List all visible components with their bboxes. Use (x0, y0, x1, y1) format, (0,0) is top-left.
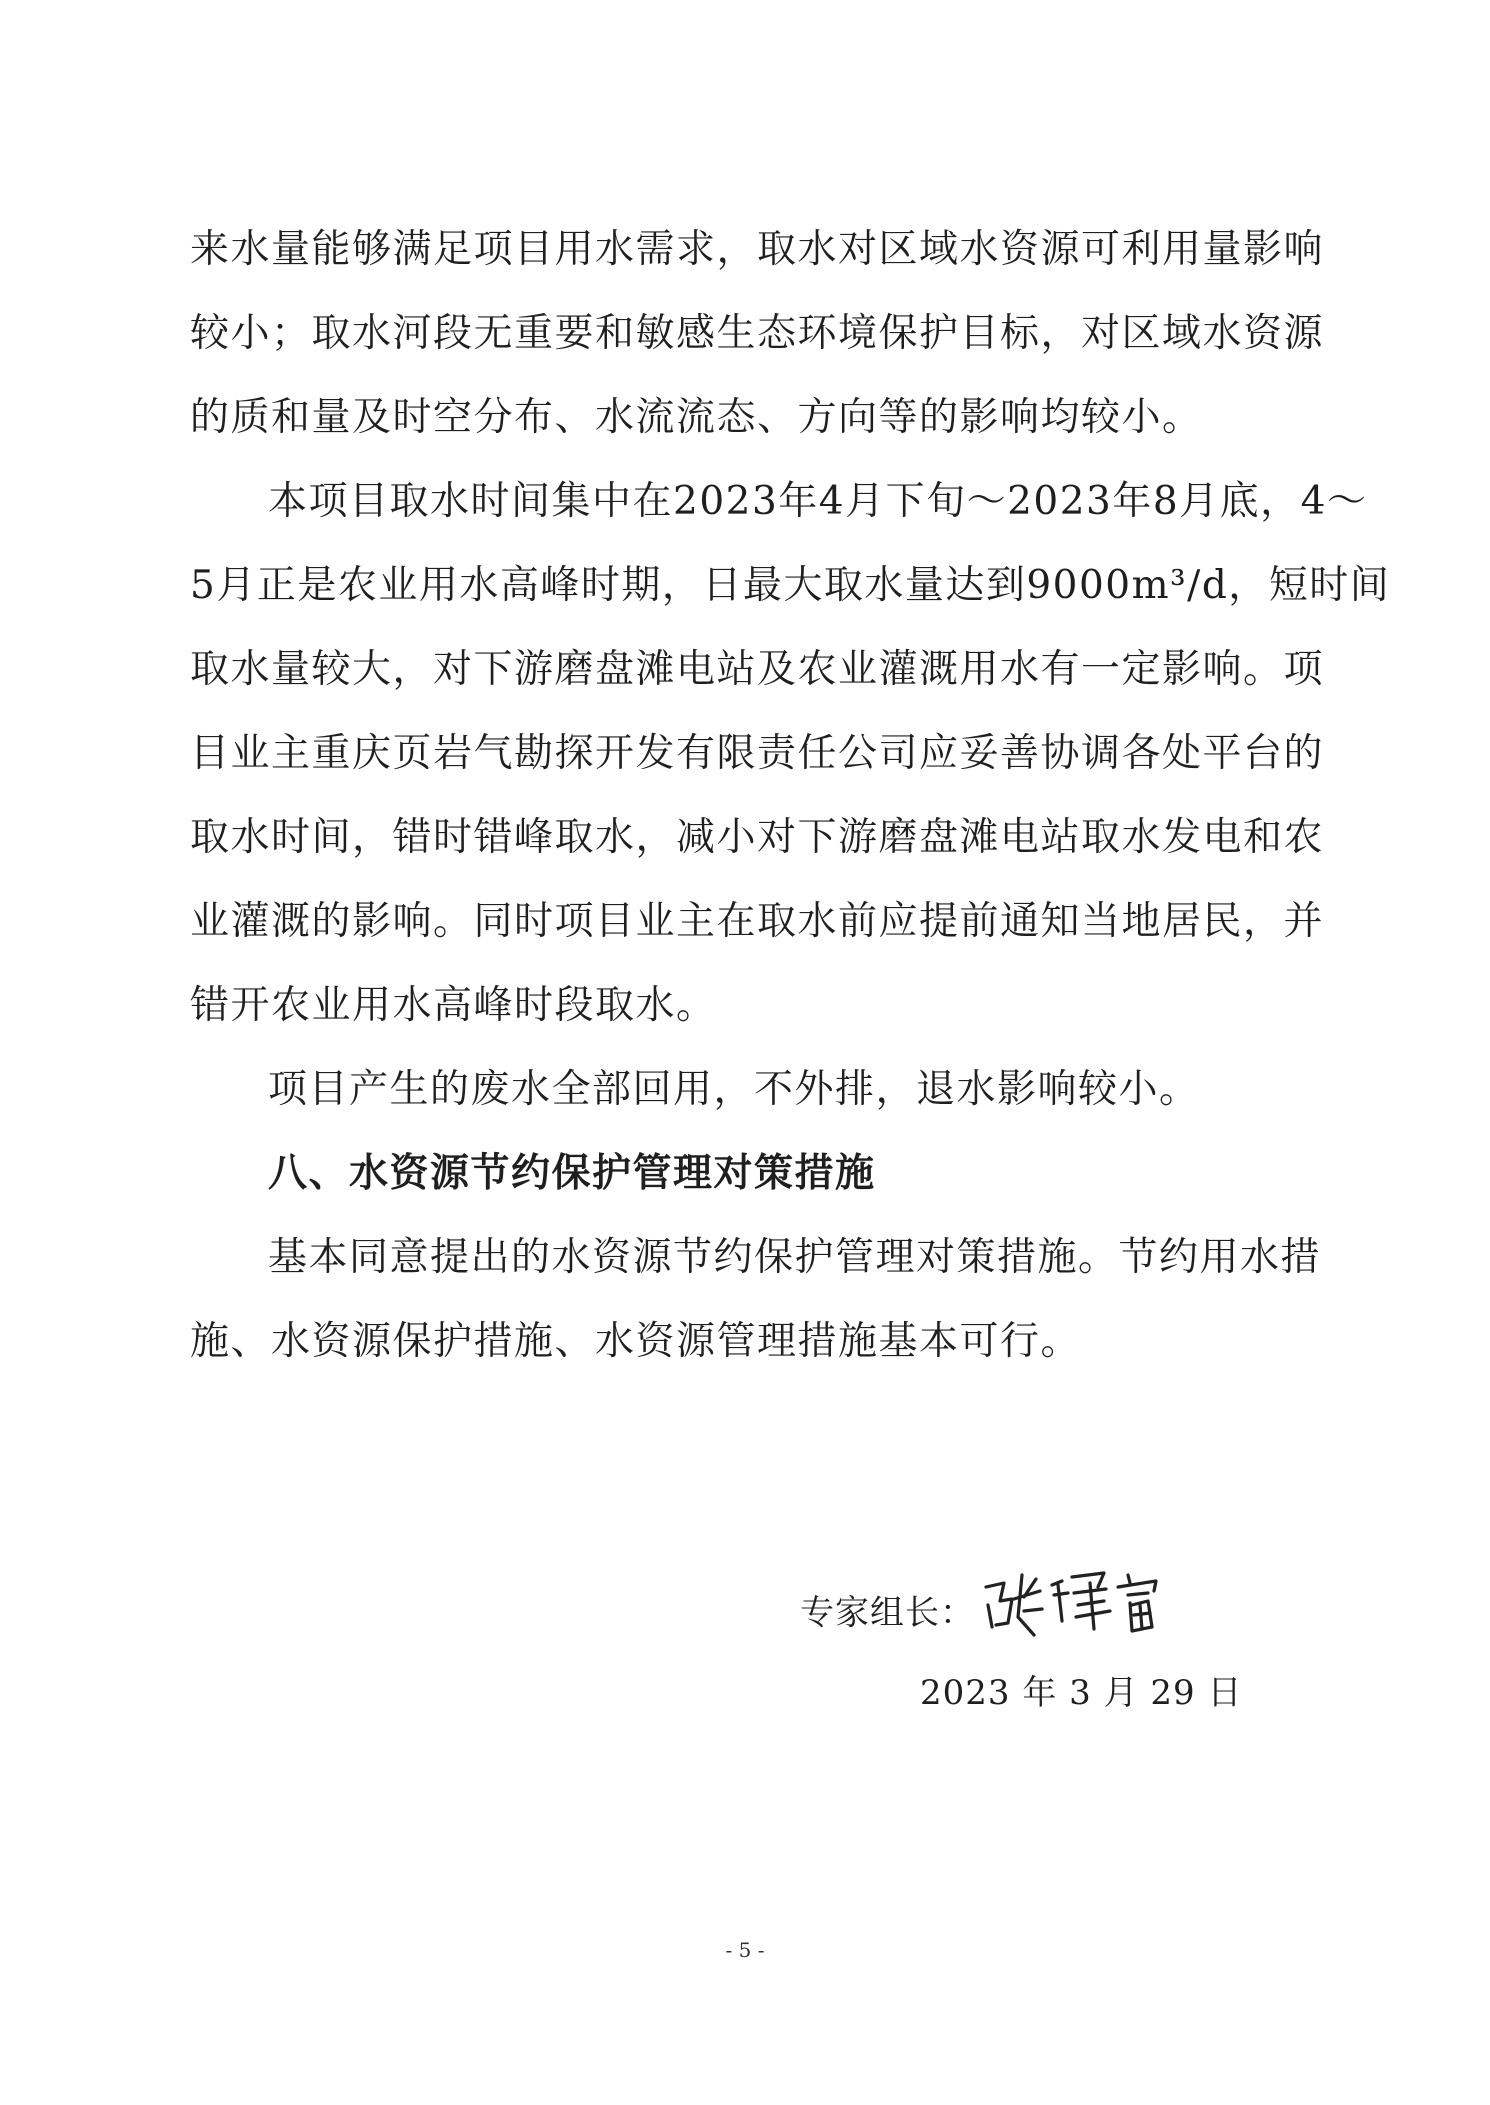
paragraph-line: 施、水资源保护措施、水资源管理措施基本可行。 (190, 1319, 1082, 1364)
paragraph-line: 取水量较大，对下游磨盘滩电站及农业灌溉用水有一定影响。项 (190, 647, 1325, 692)
signature-date: 2023 年 3 月 29 日 (920, 1673, 1243, 1713)
paragraph-line: 本项目取水时间集中在2023年4月下旬～2023年8月底，4～ (268, 479, 1368, 524)
paragraph-line: 5月正是农业用水高峰时期，日最大取水量达到9000m³/d，短时间 (190, 563, 1391, 608)
paragraph-line: 取水时间，错时错峰取水，减小对下游磨盘滩电站取水发电和农 (190, 815, 1325, 860)
paragraph-line: 的质和量及时空分布、水流流态、方向等的影响均较小。 (190, 395, 1203, 440)
paragraph-line: 项目产生的废水全部回用，不外排，退水影响较小。 (268, 1067, 1200, 1112)
signature-label: 专家组长： (800, 1593, 975, 1633)
paragraph-line: 来水量能够满足项目用水需求，取水对区域水资源可利用量影响 (190, 227, 1325, 272)
page-number: - 5 - (725, 1938, 765, 1962)
paragraph-line: 错开农业用水高峰时段取水。 (190, 983, 717, 1028)
paragraph-line: 基本同意提出的水资源节约保护管理对策措施。节约用水措 (268, 1235, 1322, 1280)
section-heading: 八、水资源节约保护管理对策措施 (268, 1151, 876, 1196)
paragraph-line: 业灌溉的影响。同时项目业主在取水前应提前通知当地居民，并 (190, 899, 1325, 944)
paragraph-line: 较小；取水河段无重要和敏感生态环境保护目标，对区域水资源 (190, 311, 1325, 356)
signature-block (800, 1565, 1320, 1725)
paragraph-line: 目业主重庆页岩气勘探开发有限责任公司应妥善协调各处平台的 (190, 731, 1325, 776)
handwritten-signature (978, 1565, 1178, 1645)
document-body (190, 208, 1391, 1384)
